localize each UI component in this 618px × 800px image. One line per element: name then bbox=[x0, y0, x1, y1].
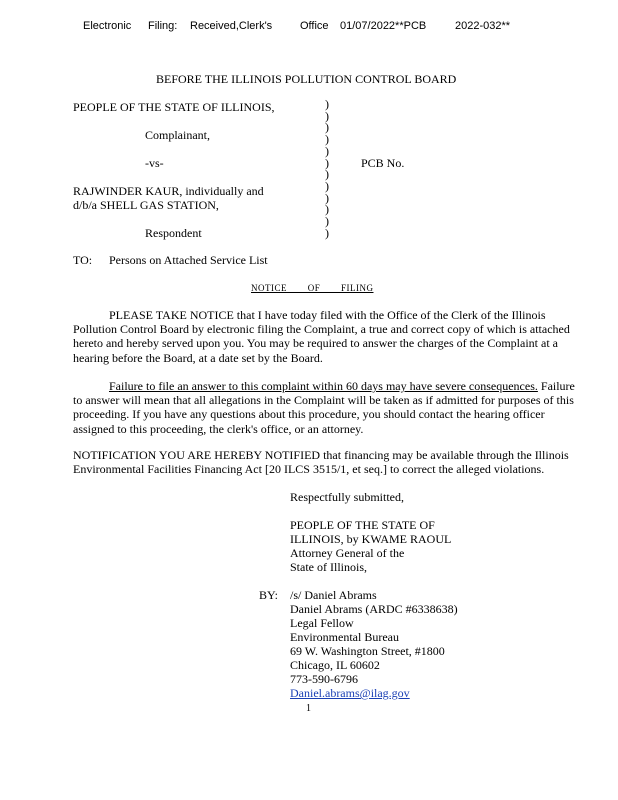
caption-defendant-line1: RAJWINDER KAUR, individually and bbox=[73, 184, 264, 198]
paragraph-notice: PLEASE TAKE NOTICE that I have today filed with the Office of the Clerk of the Illinois Pollution Control Board by electronic filing the Complaint, a true and correct copy of which is attached hereto and hereby served upon you. You may be required to answer the charges of the Complaint at a hearing before the Board, at a date set by the Board. bbox=[73, 308, 570, 365]
signer-name: Daniel Abrams (ARDC #6338638) bbox=[290, 602, 458, 616]
address-city: Chicago, IL 60602 bbox=[290, 658, 380, 672]
caption-complainant: Complainant, bbox=[145, 128, 210, 142]
paragraph-notification: NOTIFICATION YOU ARE HEREBY NOTIFIED that financing may be available through the Illinois Environmental Facilities Financing Act [20 ILCS 3515/1, et seq.] to correct the alleged violations. bbox=[73, 448, 569, 477]
header-electronic: Electronic bbox=[83, 20, 132, 32]
header-date: 01/07/2022**PCB bbox=[340, 20, 427, 32]
header-received: Received,Clerk's bbox=[190, 20, 273, 32]
to-label: TO: bbox=[73, 253, 93, 267]
header-case-number: 2022-032** bbox=[455, 20, 511, 32]
notice-heading: NOTICE OF FILING bbox=[251, 283, 374, 293]
caption-plaintiff: PEOPLE OF THE STATE OF ILLINOIS, bbox=[73, 100, 275, 114]
board-title: BEFORE THE ILLINOIS POLLUTION CONTROL BOARD bbox=[156, 72, 457, 86]
respectfully-submitted: Respectfully submitted, bbox=[290, 490, 404, 504]
caption-parentheses: ) ) ) ) ) ) ) ) ) ) ) ) bbox=[325, 97, 329, 240]
to-value: Persons on Attached Service List bbox=[109, 253, 268, 267]
caption-vs: -vs- bbox=[145, 156, 164, 170]
failure-details: Failure to answer will mean that all allegations in the Complaint will be taken as if admitted for purposes of this proceeding. If you have any questions about this procedure, you should contact the hearing officer assigned to this proceeding, the clerk's office, or an attorney. bbox=[73, 379, 575, 436]
people-line1: PEOPLE OF THE STATE OF bbox=[290, 518, 435, 532]
signer-title: Legal Fellow bbox=[290, 616, 354, 630]
phone-number: 773-590-6796 bbox=[290, 672, 358, 686]
caption-respondent: Respondent bbox=[145, 226, 202, 240]
caption-pcb-number: PCB No. bbox=[361, 156, 405, 170]
header-filing: Filing: bbox=[148, 20, 178, 32]
failure-warning: Failure to file an answer to this complaint within 60 days may have severe consequences. bbox=[109, 379, 538, 393]
attorney-general-line1: Attorney General of the bbox=[290, 546, 405, 560]
by-label: BY: bbox=[259, 588, 278, 602]
address-street: 69 W. Washington Street, #1800 bbox=[290, 644, 445, 658]
people-line2: ILLINOIS, by KWAME RAOUL bbox=[290, 532, 452, 546]
attorney-general-line2: State of Illinois, bbox=[290, 560, 367, 574]
email-link[interactable]: Daniel.abrams@ilag.gov bbox=[290, 686, 410, 700]
paragraph-failure bbox=[73, 379, 583, 436]
signer-bureau: Environmental Bureau bbox=[290, 630, 399, 644]
header-office: Office bbox=[300, 20, 329, 32]
electronic-signature: /s/ Daniel Abrams bbox=[290, 588, 377, 602]
page-number: 1 bbox=[306, 703, 311, 714]
caption-defendant-line2: d/b/a SHELL GAS STATION, bbox=[73, 198, 219, 212]
